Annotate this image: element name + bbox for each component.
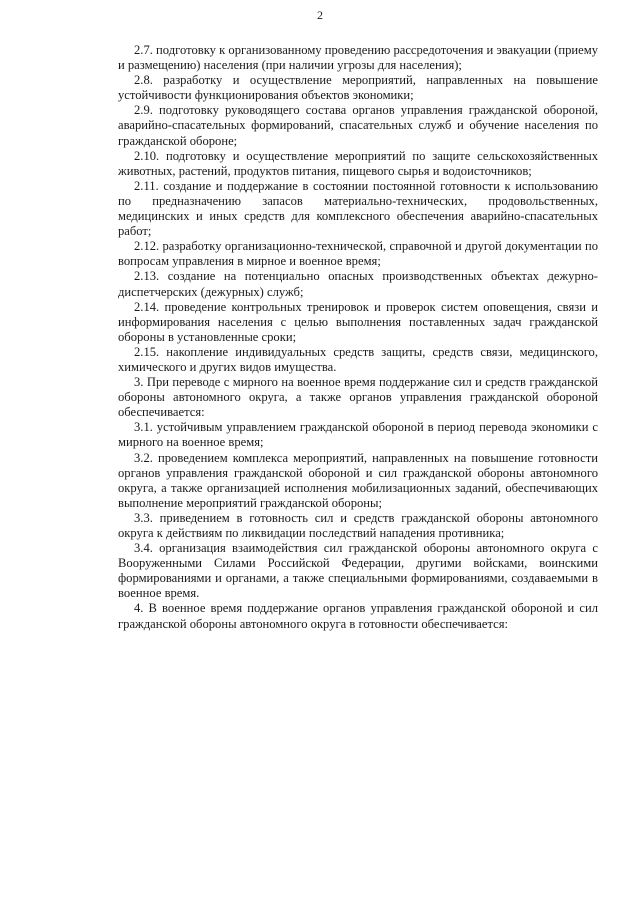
paragraph-3-4: 3.4. организация взаимодействия сил гражданской обороны автономного округа с Вооруженными Силами Российской Федерации, другими войсками, воинскими формированиями и органами, а также специальными формированиями, создаваемыми в военное время.: [118, 541, 598, 601]
paragraph-2-11: 2.11. создание и поддержание в состоянии постоянной готовности к использованию по предназначению запасов материально-технических, продовольственных, медицинских и иных средств для комплексного обеспечения аварийно-спасательных работ;: [118, 178, 598, 239]
paragraph-2-15: 2.15. накопление индивидуальных средств защиты, средств связи, медицинского, химического и других видов имущества.: [118, 344, 598, 374]
document-body: [118, 43, 598, 632]
paragraph-2-8: 2.8. разработку и осуществление мероприятий, направленных на повышение устойчивости функционирования объектов экономики;: [118, 73, 598, 103]
paragraph-3-3: 3.3. приведением в готовность сил и средств гражданской обороны автономного округа к действиям по ликвидации последствий нападения противника;: [118, 510, 598, 540]
paragraph-2-13: 2.13. создание на потенциально опасных производственных объектах дежурно-диспетчерских (дежурных) служб;: [118, 269, 598, 299]
paragraph-2-10: 2.10. подготовку и осуществление мероприятий по защите сельскохозяйственных животных, растений, продуктов питания, пищевого сырья и водоисточников;: [118, 148, 598, 178]
page-number: 2: [317, 8, 323, 22]
paragraph-3: 3. При переводе с мирного на военное время поддержание сил и средств гражданской обороны автономного округа, а также органов управления гражданской обороной обеспечивается:: [118, 375, 598, 420]
paragraph-3-2: 3.2. проведением комплекса мероприятий, направленных на повышение готовности органов управления гражданской обороной и сил гражданской обороны автономного округа, а также организацией исполнения мобилизационных заданий, обеспечивающих выполнение мероприятий гражданской обороны;: [118, 450, 598, 510]
paragraph-4: 4. В военное время поддержание органов управления гражданской обороной и сил гражданской обороны автономного округа в готовности обеспечивается:: [118, 601, 598, 631]
paragraph-2-9: 2.9. подготовку руководящего состава органов управления гражданской обороной, аварийно-спасательных формирований, спасательных служб и обучение населения по гражданской обороне;: [118, 103, 598, 148]
paragraph-2-14: 2.14. проведение контрольных тренировок и проверок систем оповещения, связи и информирования населения с целью выполнения поставленных задач гражданской обороны в установленные сроки;: [118, 299, 598, 344]
paragraph-3-1: 3.1. устойчивым управлением гражданской обороной в период перевода экономики с мирного на военное время;: [118, 420, 598, 450]
paragraph-2-7: 2.7. подготовку к организованному проведению рассредоточения и эвакуации (приему и размещению) населения (при наличии угрозы для населения);: [118, 43, 598, 73]
paragraph-2-12: 2.12. разработку организационно-технической, справочной и другой документации по вопросам управления в мирное и военное время;: [118, 239, 598, 269]
